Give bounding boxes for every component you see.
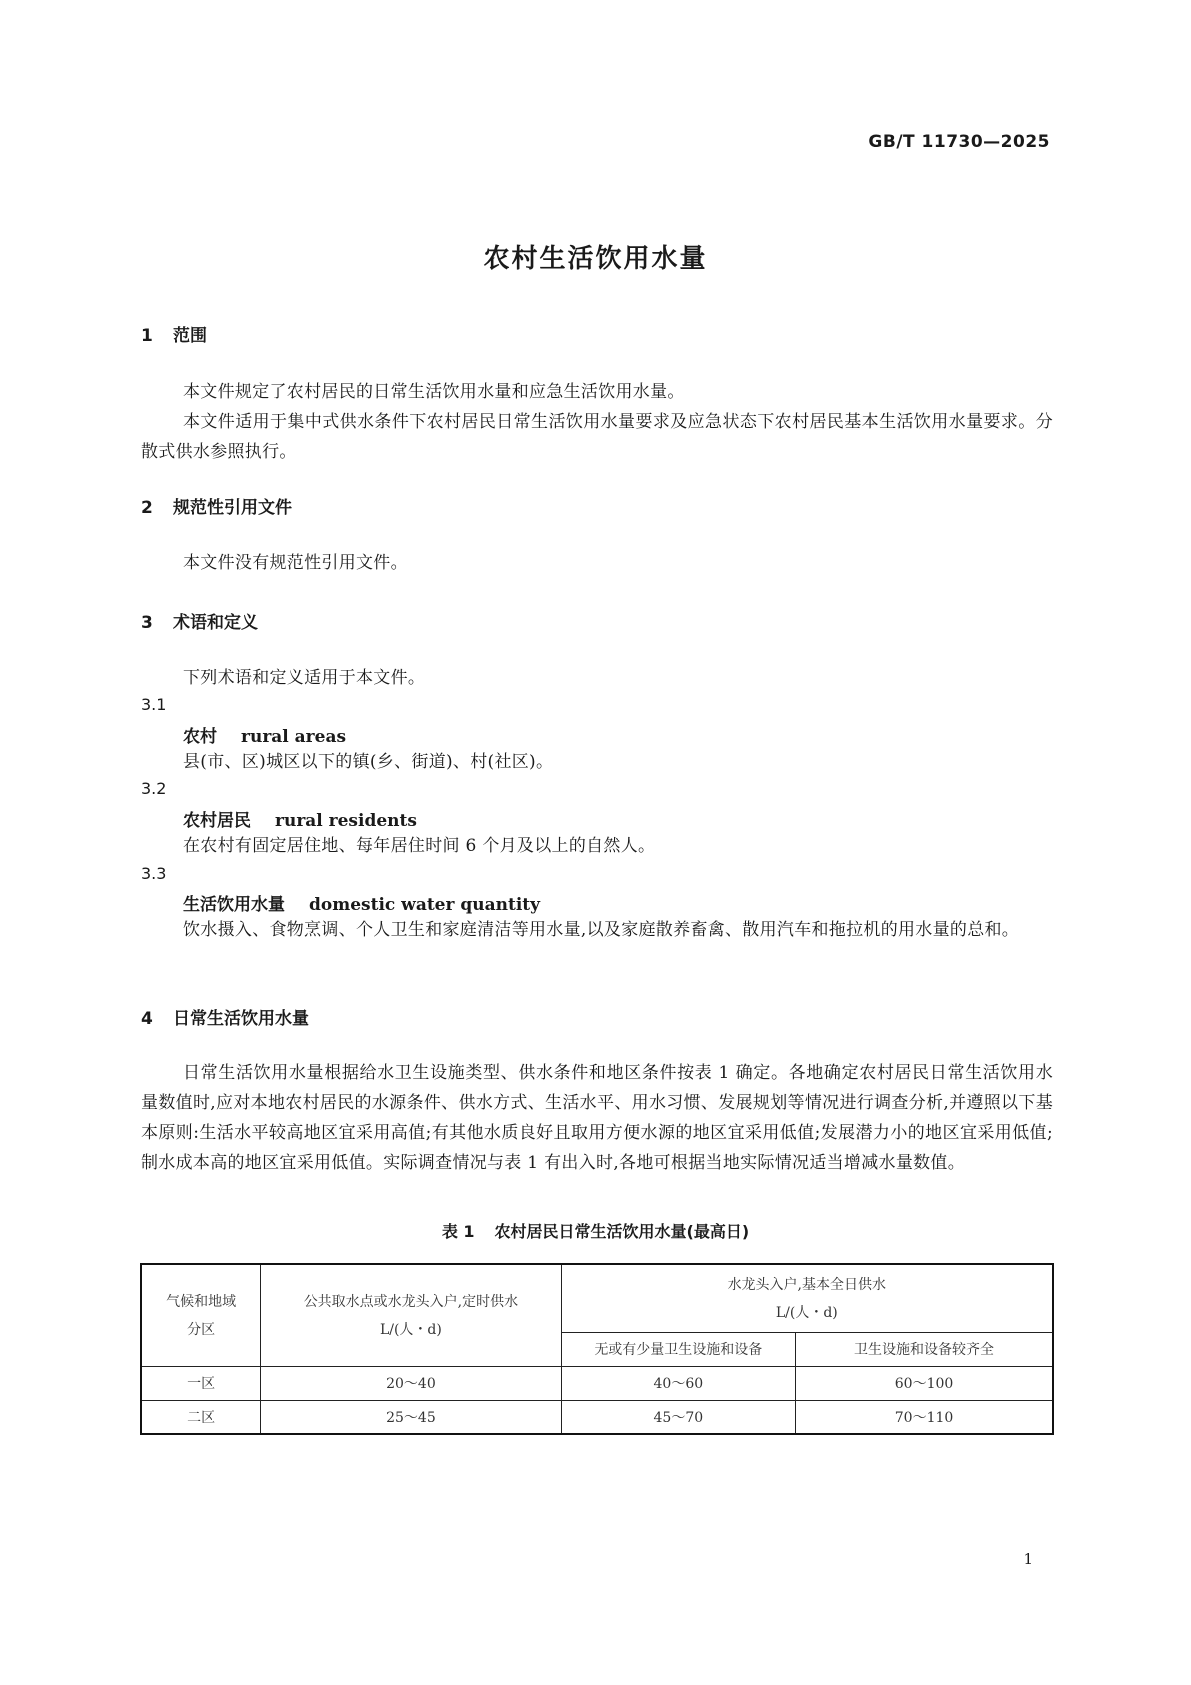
table-cell: 40～60 (561, 1366, 795, 1400)
term-definition: 饮水摄入、食物烹调、个人卫生和家庭清洁等用水量,以及家庭散养畜禽、散用汽车和拖拉机的用水量的总和。 (183, 920, 1020, 940)
table-row (141, 1400, 1053, 1434)
term-entry (183, 890, 540, 915)
section-number: 2 (141, 498, 153, 518)
table-header-row (141, 1264, 1053, 1332)
table-cell: 70～110 (796, 1400, 1053, 1434)
header-text: 公共取水点或水龙头入户,定时供水 (303, 1294, 519, 1311)
section-1-heading (141, 321, 207, 346)
table-cell: 25～45 (261, 1400, 561, 1434)
clause-number: 3.3 (141, 864, 167, 883)
header-timed-supply (261, 1264, 561, 1366)
section-3-heading (141, 608, 258, 633)
header-text: L/(人・d) (379, 1322, 442, 1339)
standard-code: GB/T 11730—2025 (868, 132, 1050, 152)
section-2-heading (141, 493, 292, 518)
term-en: rural areas (241, 727, 347, 747)
table-cell: 20～40 (261, 1366, 561, 1400)
header-text: 气候和地域 (166, 1294, 237, 1311)
section-number: 3 (141, 613, 153, 633)
header-text: 水龙头入户,基本全日供水 (727, 1277, 887, 1294)
term-entry (183, 722, 346, 747)
section-2-paragraph-1: 本文件没有规范性引用文件。 (183, 553, 408, 573)
term-zh: 生活饮用水量 (183, 895, 285, 915)
table-cell: 二区 (141, 1400, 261, 1434)
term-zh: 农村居民 (183, 811, 251, 831)
clause-number: 3.2 (141, 779, 167, 798)
section-title: 范围 (173, 326, 207, 346)
section-title: 日常生活饮用水量 (173, 1009, 309, 1029)
term-en: rural residents (275, 811, 417, 831)
section-number: 1 (141, 326, 153, 346)
section-4-paragraph-1: 日常生活饮用水量根据给水卫生设施类型、供水条件和地区条件按表 1 确定。各地确定农村居民日常生活饮用水量数值时,应对本地农村居民的水源条件、供水方式、生活水平、用水习惯、发展规划等情况进行调查分析,并遵照以下基本原则:生活水平较高地区宜采用高值;有其他水质良好且取用方便水源的地区宜采用低值;发展潜力小的地区宜采用低值;制水成本高的地区宜采用低值。实际调查情况与表 1 有出入时,各地可根据当地实际情况适当增减水量数值。 (141, 1063, 1053, 1173)
section-1-paragraph-1: 本文件规定了农村居民的日常生活饮用水量和应急生活饮用水量。 (183, 382, 685, 402)
table-row (141, 1366, 1053, 1400)
term-definition: 县(市、区)城区以下的镇(乡、街道)、村(社区)。 (183, 752, 554, 772)
header-text: 分区 (187, 1322, 216, 1339)
section-number: 4 (141, 1009, 153, 1029)
table-caption (0, 1219, 1191, 1242)
table-cell: 60～100 (796, 1366, 1053, 1400)
table-number: 表 1 (441, 1222, 475, 1241)
term-definition: 在农村有固定居住地、每年居住时间 6 个月及以上的自然人。 (183, 836, 656, 856)
header-climate-zone (141, 1264, 261, 1366)
header-full-day-supply (561, 1264, 1053, 1332)
clause-number: 3.1 (141, 695, 167, 714)
term-zh: 农村 (183, 727, 217, 747)
section-title: 规范性引用文件 (173, 498, 292, 518)
section-title: 术语和定义 (173, 613, 258, 633)
page-number: 1 (1023, 1550, 1033, 1568)
section-1-paragraph-2: 本文件适用于集中式供水条件下农村居民日常生活饮用水量要求及应急状态下农村居民基本生活饮用水量要求。分散式供水参照执行。 (141, 412, 1053, 462)
section-3-intro: 下列术语和定义适用于本文件。 (183, 668, 426, 688)
section-4-heading (141, 1004, 309, 1029)
header-text: L/(人・d) (775, 1305, 838, 1322)
document-title: 农村生活饮用水量 (483, 244, 708, 274)
subheader-few-facilities: 无或有少量卫生设施和设备 (561, 1332, 795, 1366)
table-caption-text: 农村居民日常生活饮用水量(最高日) (494, 1222, 750, 1241)
term-en: domestic water quantity (309, 895, 541, 915)
table-cell: 一区 (141, 1366, 261, 1400)
term-entry (183, 806, 417, 831)
subheader-full-facilities: 卫生设施和设备较齐全 (796, 1332, 1053, 1366)
water-quantity-table (140, 1263, 1054, 1435)
table-cell: 45～70 (561, 1400, 795, 1434)
